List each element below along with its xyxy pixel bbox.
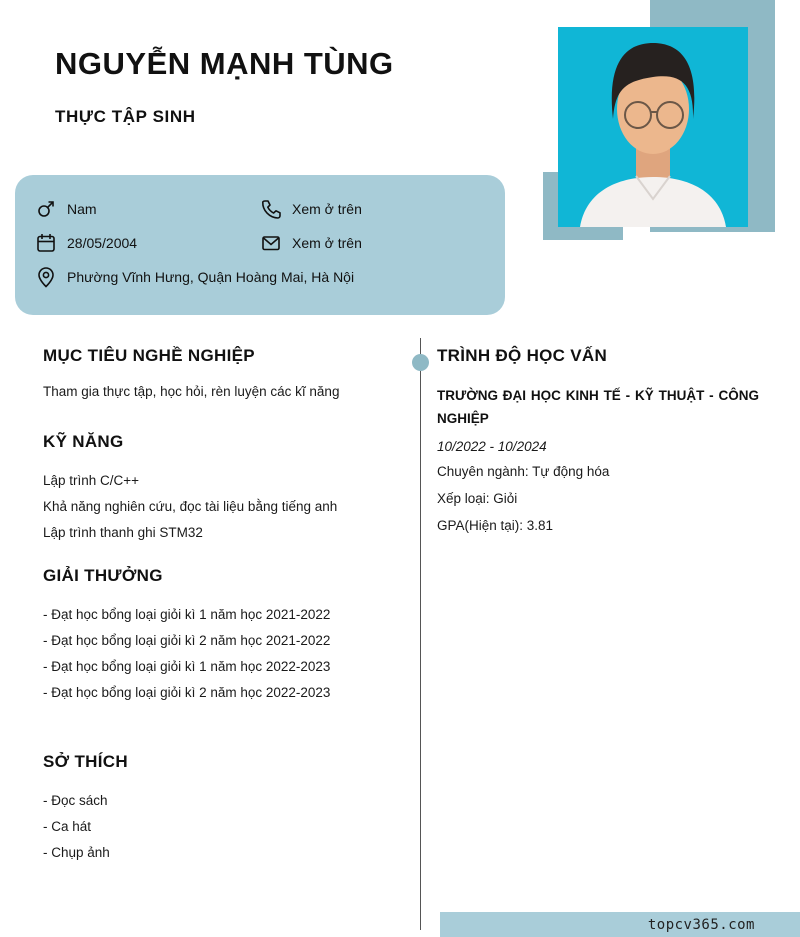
hobby-item: - Chụp ảnh [43, 845, 110, 860]
gender-icon [35, 198, 57, 220]
section-hobbies [43, 752, 403, 866]
hobbies-heading: SỞ THÍCH [43, 752, 128, 771]
contact-address [35, 266, 485, 288]
education-section-dot [412, 354, 429, 371]
education-major: Chuyên ngành: Tự động hóa [437, 464, 610, 479]
contact-panel [15, 175, 505, 315]
award-item: - Đạt học bổng loại giỏi kì 2 năm học 2021-2022 [43, 633, 331, 648]
objective-heading: MỤC TIÊU NGHỀ NGHIỆP [43, 346, 255, 365]
calendar-icon [35, 232, 57, 254]
education-period: 10/2022 - 10/2024 [437, 439, 547, 454]
contact-phone [260, 198, 485, 220]
contact-dob [35, 232, 260, 254]
education-heading: TRÌNH ĐỘ HỌC VẤN [437, 346, 608, 365]
envelope-icon [260, 232, 282, 254]
phone-icon [260, 198, 282, 220]
email-value: Xem ở trên [292, 235, 362, 251]
award-item: - Đạt học bổng loại giỏi kì 1 năm học 2021-2022 [43, 607, 331, 622]
award-item: - Đạt học bổng loại giỏi kì 2 năm học 2022-2023 [43, 685, 331, 700]
column-divider [420, 338, 421, 930]
portrait-illustration [558, 27, 748, 227]
skill-item: Khả năng nghiên cứu, đọc tài liệu bằng tiếng anh [43, 499, 338, 514]
phone-value: Xem ở trên [292, 201, 362, 217]
education-rank: Xếp loại: Giỏi [437, 491, 518, 506]
award-item: - Đạt học bổng loại giỏi kì 1 năm học 2022-2023 [43, 659, 331, 674]
section-objective [43, 346, 403, 402]
education-school: TRƯỜNG ĐẠI HỌC KINH TẾ - KỸ THUẬT - CÔNG NGHIỆP [437, 388, 759, 426]
education-gpa: GPA(Hiện tại): 3.81 [437, 518, 554, 533]
section-education [437, 346, 759, 545]
section-awards [43, 566, 403, 706]
candidate-name: NGUYỄN MẠNH TÙNG [55, 46, 394, 81]
footer-brand-text: topcv365.com [647, 916, 755, 933]
dob-value: 28/05/2004 [67, 235, 138, 251]
hobby-item: - Đọc sách [43, 793, 108, 808]
skill-item: Lập trình thanh ghi STM32 [43, 525, 203, 540]
profile-photo [558, 27, 748, 227]
contact-gender [35, 198, 260, 220]
footer-brand-bar [440, 912, 800, 937]
job-title: THỰC TẬP SINH [55, 107, 196, 126]
location-pin-icon [35, 266, 57, 288]
contact-email [260, 232, 485, 254]
objective-text: Tham gia thực tập, học hỏi, rèn luyện các kĩ năng [43, 384, 340, 399]
skills-heading: KỸ NĂNG [43, 432, 124, 451]
address-value: Phường Vĩnh Hưng, Quận Hoàng Mai, Hà Nội [67, 269, 355, 285]
section-skills [43, 432, 403, 546]
awards-heading: GIẢI THƯỞNG [43, 566, 163, 585]
hobby-item: - Ca hát [43, 819, 92, 834]
skill-item: Lập trình C/C++ [43, 473, 140, 488]
gender-value: Nam [67, 201, 97, 217]
